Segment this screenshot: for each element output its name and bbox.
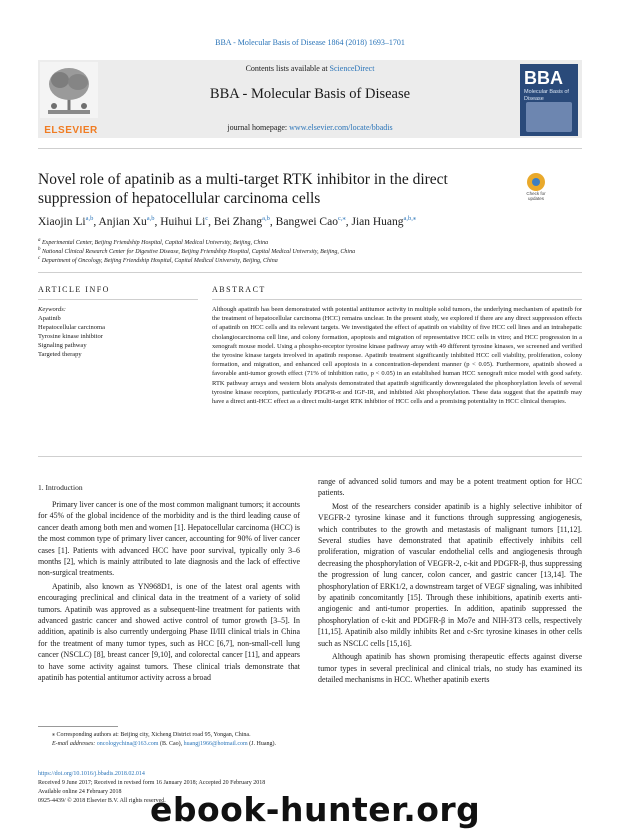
check-for-updates-badge[interactable] [523, 173, 549, 205]
divider [38, 272, 582, 273]
author-affiliation-link[interactable]: a,b,⁎ [403, 215, 417, 222]
divider [38, 456, 582, 457]
body-column-right [318, 476, 582, 685]
journal-cover[interactable] [520, 64, 578, 136]
body-column-left [38, 499, 300, 684]
footnotes [38, 731, 582, 749]
author-name: Huihui Li [160, 215, 206, 228]
homepage-link[interactable]: www.elsevier.com/locate/bbadis [289, 123, 393, 132]
author-affiliation-link[interactable]: a,b [262, 215, 270, 222]
keyword: Apatinib [38, 315, 61, 322]
keyword: Signaling pathway [38, 342, 87, 349]
author-affiliation-link[interactable]: c [205, 215, 209, 222]
affiliation-c: $^c$ Department of Oncology, Beijing Friendship Hospital, Capital Medical University, Beijing, China [38, 256, 278, 264]
cover-title: BBA [524, 68, 563, 88]
email-owner: (B. Cao), [158, 741, 184, 747]
journal-reference[interactable]: BBA - Molecular Basis of Disease 1864 (2018) 1693–1701 [215, 38, 405, 47]
author-name: Anjian Xu [98, 215, 147, 228]
online-date: Available online 24 February 2018 [38, 789, 122, 795]
article-info-heading: ARTICLE INFO [38, 285, 110, 294]
paragraph: range of advanced solid tumors and may be a potent treatment option for HCC patients. [318, 477, 582, 498]
keyword: Tyrosine kinase inhibitor [38, 333, 103, 340]
cover-subtitle: Molecular Basis of Disease [524, 89, 569, 102]
elsevier-wordmark: ELSEVIER [44, 125, 98, 136]
author-list: Xiaojin Li$^{a,b}$, Anjian Xu$^{a,b}$, Huihui Li$^c$, Bei Zhang$^{a,b}$, Bangwei Cao$^{c,⁎}$, Jian Huang$^{a,b,⁎}$ [38, 215, 417, 228]
watermark: ebook-hunter.org [150, 790, 481, 829]
affiliation-a: $^a$ Experimental Center, Beijing Friendship Hospital, Capital Medical University, Beijing, China [38, 238, 269, 246]
abstract-heading: ABSTRACT [212, 285, 266, 294]
author-name: Bei Zhang [213, 215, 263, 228]
elsevier-tree-icon [40, 62, 98, 118]
email-label: E-mail addresses: [52, 741, 96, 747]
author-name: Jian Huang [351, 215, 404, 228]
paragraph: Apatinib, also known as YN968D1, is one of the latest oral agents with encouraging preclinical and clinical data in the treatment of a variety of solid tumors. Apatinib was approved as a subsequent-line treatment for patients with advanced gastric cancer and showed active control of tumor growth [3–5]. In addition, apatinib is also currently undergoing Phase II/III clinical trials in China for the treatment of many tumor types, such as HCC [6,7], non-small-cell lung cancer (NSCLC) [8], breast cancer [9,10], and colorectal cancer [11], and appears to have some activity against tumors. These clinical trials demonstrate that apatinib has potential antitumor activity across a broad [38, 581, 300, 683]
email-line [38, 740, 582, 749]
history-dates: Received 9 June 2017; Received in revised form 16 January 2018; Accepted 20 February 2018 [38, 780, 266, 786]
sciencedirect-link[interactable]: ScienceDirect [329, 64, 375, 73]
elsevier-logo[interactable] [40, 62, 102, 136]
paragraph: Primary liver cancer is one of the most common malignant tumors; it accounts for 45% of the global incidence of the morbidity and is the third leading cause of cancer death among both men and women [1]. Hepatocellular carcinoma (HCC) is the most common type of primary liver cancer, accounting for 90% of liver cancer cases [1]. Patients with advanced HCC have poor survival, typically only 3–6 months [2], which is mainly attributed to late diagnosis and the lack of effective non-surgical treatments. [38, 500, 300, 578]
contents-prefix: Contents lists available at [245, 64, 330, 73]
keyword: Targeted therapy [38, 351, 82, 358]
email-link[interactable]: huangj1966@hotmail.com [183, 741, 248, 747]
email-link[interactable]: oncologychina@163.com [96, 741, 159, 747]
author-affiliation-link[interactable]: a,b [146, 215, 155, 222]
keywords-label: Keywords: [38, 306, 66, 313]
author-affiliation-link[interactable]: a,b [85, 215, 94, 222]
check-updates-icon [527, 173, 545, 191]
copyright: 0925-4439/ © 2018 Elsevier B.V. All rights reserved. [38, 798, 166, 804]
keywords-block [38, 305, 198, 359]
corresponding-author-note: ⁎ Corresponding authors at: Beijing city, Xicheng District road 95, Yongan, China. [52, 732, 251, 738]
cover-image [526, 102, 572, 132]
section-heading: 1. Introduction [38, 483, 83, 492]
author-affiliation-link[interactable]: c,⁎ [337, 215, 346, 222]
divider [38, 148, 582, 149]
footnote-rule [38, 726, 118, 727]
contents-line [104, 64, 516, 73]
check-updates-label: Check for updates [526, 191, 546, 201]
author-name: Xiaojin Li [38, 215, 86, 228]
paragraph: Most of the researchers consider apatinib is a highly selective inhibitor of VEGFR-2 tyrosine kinase and it functions through suppressing angiogenesis, which contributes to the growth and metastasis of malignant tumors [11,12]. Several studies have demonstrated that apatinib effectively inhibits cell proliferation, migration of vascular endothelial cells and angiogenesis through decreasing the phosphorylation of VEGFR-2, c-kit and PDGFR-β, thus suppressing the progression of lung cancer, colon cancer, and gastric cancer [13,14]. The phosphorylation of ERK1/2, a downstream target of VEGF signaling, was inhibited by apatinib concomitantly [15]. Through these inhibitions, apatinib exerts anti-angiogenic and anti-tumor properties. In addition, apatinib suppressed the phosphorylation of c-kit and PDGFR-β in Mo7e and NIH-3T3 cells, respectively [11,15]. Apatinib also mildly inhibits Ret and c-Src tyrosine kinases in other cells such as NSCLC cells [15,16]. [318, 501, 582, 648]
divider [38, 299, 198, 300]
doi-link[interactable]: https://doi.org/10.1016/j.bbadis.2018.02.014 [38, 771, 145, 777]
article-title: Novel role of apatinib as a multi-target RTK inhibitor in the direct suppression of hepatocellular carcinoma cells [38, 171, 448, 207]
affiliation-b: $^b$ National Clinical Research Center for Digestive Disease, Beijing Friendship Hospital, Capital Medical University, Beijing, China [38, 247, 356, 255]
abstract-text: Although apatinib has been demonstrated with potential antitumor activity in multiple solid tumors, the underlying mechanism of apatinib for the treatment of hepatocellular carcinoma (HCC) remains unclear. In the present study, we explored if there are any direct suppression effects of apatinib on HCC cells and its relevant targets. We investigated the effect of apatinib on viability of five HCC cell lines and an intrahepatic cholangiocarcinoma cell line, and colony formation, apoptosis and migration of representative HCC cells in vitro; and HCC progression in a xenograft mouse model. Using a phospho-receptor tyrosine kinase pathway array with 49 different tyrosine kinases, we screened and verified the tyrosine kinase targets involved in apatinib response. Apatinib treatment significantly inhibited HCC cell viability, proliferation, colony formation, and migration, and enhanced cell apoptosis in a concentration-dependent manner (p < 0.05). Furthermore, apatinib showed a favorable anti-tumor growth effect (71% of inhibition ratio, p < 0.05) in an established human HCC xenograft mice model with good safety. RTK pathway arrays and western blots analysis demonstrated that apatinib significantly downregulated the phosphorylation levels of several tyrosine kinase receptors, particularly PDGFR-α and IGF-IR, and inhibited Akt phosphorylation. These data suggest that the apatinib may have a direct anti-HCC effect as a direct multi-target RTK inhibitor of HCC cells and a promising potentiality in HCC clinical therapies. [212, 306, 582, 406]
journal-name: BBA - Molecular Basis of Disease [209, 86, 411, 102]
keyword: Hepatocellular carcinoma [38, 324, 105, 331]
homepage-prefix: journal homepage: [227, 123, 290, 132]
paragraph: Although apatinib has shown promising therapeutic effects against diverse tumor types in several preclinical and clinical trials, no study has examined its detailed mechanisms in HCC. Whether apatinib exerts [318, 652, 582, 684]
divider [212, 299, 582, 300]
author-name: Bangwei Cao [275, 215, 338, 228]
email-owner: (J. Huang). [247, 741, 276, 747]
journal-homepage [104, 123, 516, 132]
